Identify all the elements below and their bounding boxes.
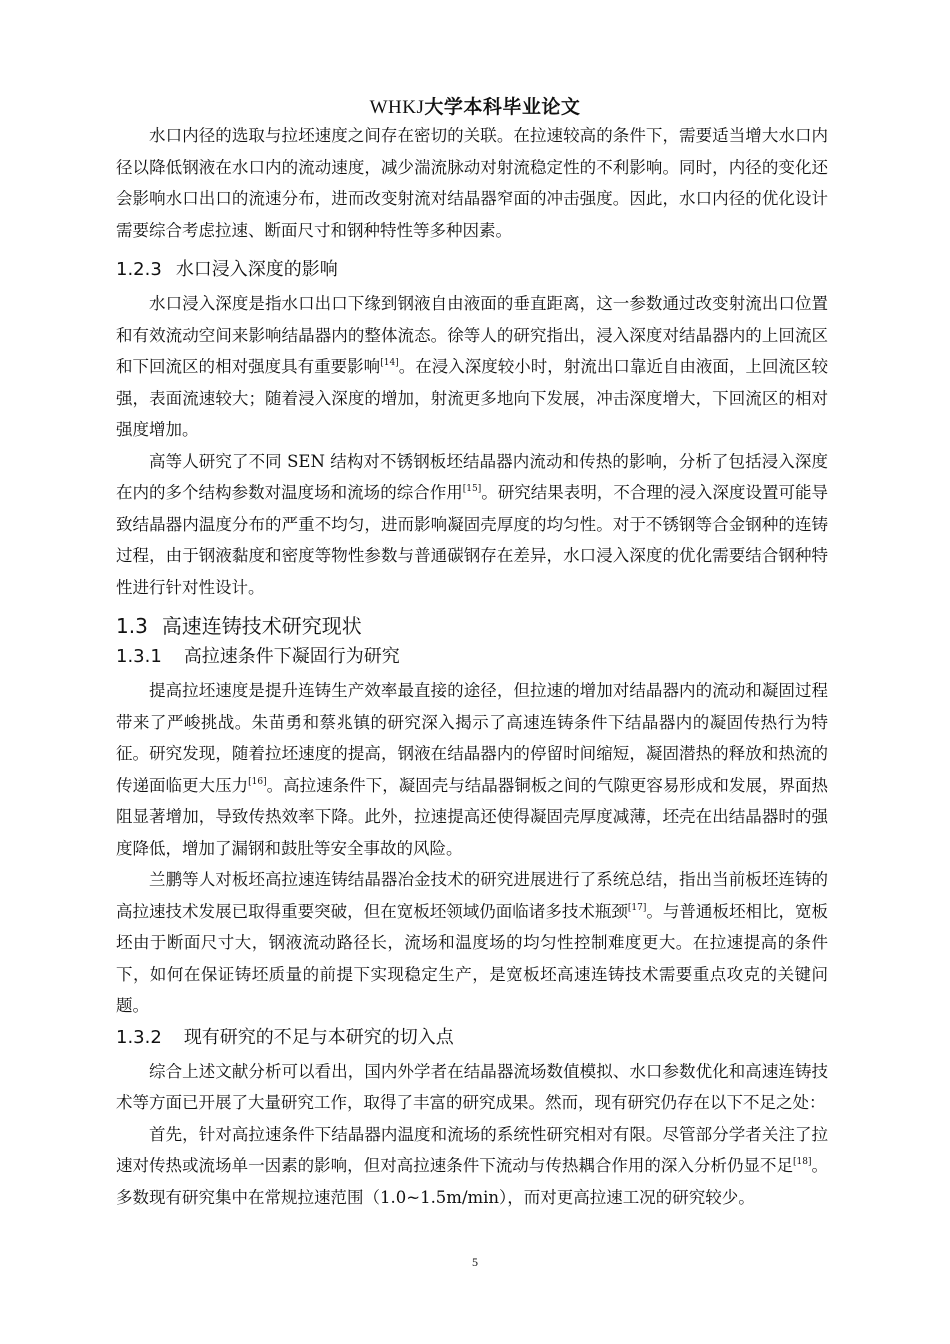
citation-ref: [17] [627, 902, 647, 913]
paragraph-text: 兰鹏等人对板坯高拉速连铸结晶器冶金技术的研究进展进行了系统总结，指出当前板坯连铸的高拉速技术发展已取得重要突破，但在宽板坯领域仍面临诸多技术瓶颈 [116, 870, 828, 921]
section-heading-1-3-2 [116, 1024, 828, 1052]
paragraph-text: 提高拉坯速度是提升连铸生产效率最直接的途径，但拉速的增加对结晶器内的流动和凝固过程带来了严峻挑战。朱苗勇和蔡兆镇的研究深入揭示了高速连铸条件下结晶器内的凝固传热行为特征。研究发现，随着拉坯速度的提高，钢液在结晶器内的停留时间缩短，凝固潜热的释放和热流的传递面临更大压力 [116, 681, 828, 795]
section-heading-1-2-3 [116, 256, 828, 284]
paragraph-text: 。在浸入深度较小时，射流出口靠近自由液面，上回流区较强，表面流速较大；随着浸入深度的增加，射流更多地向下发展，冲击深度增大，下回流区的相对强度增加。 [116, 357, 829, 439]
section-number: 1.3 [116, 614, 148, 638]
section-heading-1-3 [116, 611, 828, 641]
citation-ref: [18] [793, 1157, 812, 1167]
section-title: 水口浸入深度的影响 [175, 259, 338, 280]
section-title: 高拉速条件下凝固行为研究 [183, 646, 400, 667]
paragraph-text: 高等人研究了不同 SEN 结构对不锈钢板坯结晶器内流动和传热的影响，分析了包括浸入深度在内的多个结构参数对温度场和流场的综合作用 [116, 451, 828, 502]
citation-ref: [15] [462, 484, 482, 494]
paragraph-text: 。多数现有研究集中在常规拉速范围（1.0~1.5m/min），而对更高拉速工况的研究较少。 [116, 1156, 829, 1207]
section-number: 1.2.3 [116, 259, 162, 280]
header-title-cjk: 大学本科毕业论文 [424, 96, 581, 118]
section-title: 现有研究的不足与本研究的切入点 [183, 1026, 454, 1048]
paragraph-text: 首先，针对高拉速条件下结晶器内温度和流场的系统性研究相对有限。尽管部分学者关注了拉速对传热或流场单一因素的影响，但对高拉速条件下流动与传热耦合作用的深入分析仍显不足 [116, 1124, 828, 1175]
paragraph-text: 。研究结果表明，不合理的浸入深度设置可能导致结晶器内温度分布的严重不均匀，进而影响凝固壳厚度的均匀性。对于不锈钢等合金钢种的连铸过程，由于钢液黏度和密度等物性参数与普通碳钢存在差异，水口浸入深度的优化需要结合钢种特性进行针对性设计。 [116, 483, 829, 597]
paragraph-text: 。与普通板坯相比，宽板坯由于断面尺寸大，钢液流动路径长，流场和温度场的均匀性控制难度更大。在拉速提高的条件下，如何在保证铸坯质量的前提下实现稳定生产，是宽板坯高速连铸技术需要重点攻克的关键问题。 [116, 901, 829, 1015]
section-number: 1.3.2 [116, 1026, 162, 1048]
citation-ref: [14] [380, 358, 399, 368]
page-header [0, 92, 950, 119]
paragraph-immersion-depth [116, 288, 828, 446]
paragraph-text: 水口浸入深度是指水口出口下缘到钢液自由液面的垂直距离，这一参数通过改变射流出口位置和有效流动空间来影响结晶器内的整体流态。徐等人的研究指出，浸入深度对结晶器内的上回流区和下回流区的相对强度具有重要影响 [116, 294, 828, 376]
citation-ref: [16] [248, 776, 267, 787]
header-title-latin: WHKJ [369, 97, 425, 118]
paragraph-first-gap [116, 1119, 828, 1214]
paragraph-text: 。高拉速条件下，凝固壳与结晶器铜板之间的气隙更容易形成和发展，界面热阻显著增加，导致传热效率下降。此外，拉速提高还使得凝固壳厚度减薄，坯壳在出结晶器时的强度降低，增加了漏钢和鼓肚等安全事故的风险。 [116, 775, 829, 858]
document-body [116, 120, 828, 1213]
page-number: 5 [472, 1255, 478, 1269]
paragraph-nozzle-diameter: 水口内径的选取与拉坯速度之间存在密切的关联。在拉速较高的条件下，需要适当增大水口内径以降低钢液在水口内的流动速度，减少湍流脉动对射流稳定性的不利影响。同时，内径的变化还会影响水口出口的流速分布，进而改变射流对结晶器窄面的冲击强度。因此，水口内径的优化设计需要综合考虑拉速、断面尺寸和钢种特性等多种因素。 [116, 126, 828, 240]
paragraph-wide-slab [116, 864, 828, 1022]
section-title: 高速连铸技术研究现状 [161, 614, 362, 638]
paragraph-sen-structure [116, 446, 828, 604]
paragraph-solidification [116, 675, 828, 864]
section-heading-1-3-1 [116, 643, 828, 671]
paragraph-summary: 综合上述文献分析可以看出，国内外学者在结晶器流场数值模拟、水口参数优化和高速连铸技术等方面已开展了大量研究工作，取得了丰富的研究成果。然而，现有研究仍存在以下不足之处： [116, 1061, 828, 1112]
section-number: 1.3.1 [116, 646, 162, 667]
